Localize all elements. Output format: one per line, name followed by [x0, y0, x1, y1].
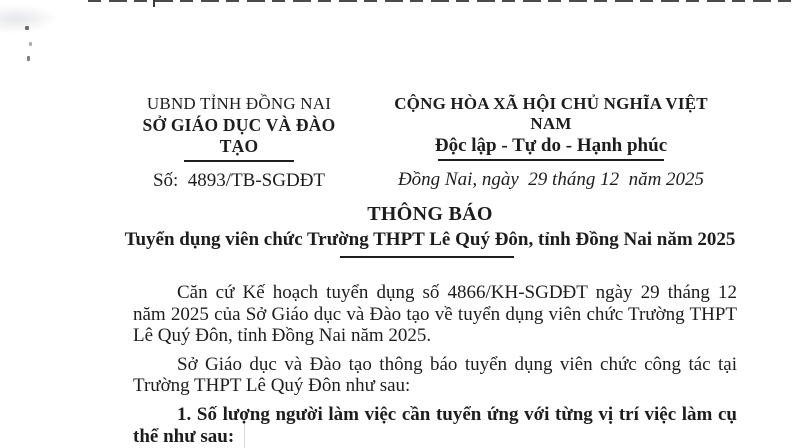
issuer-header — [128, 94, 350, 192]
scan-artifact-speck — [29, 42, 32, 46]
scan-artifact-top-edge — [88, 0, 798, 2]
issuer-org-name: SỞ GIÁO DỤC VÀ ĐÀO TẠO — [142, 115, 336, 156]
document-dateline: Đồng Nai, ngày 29 tháng 12 năm 2025 — [397, 169, 705, 190]
issuer-parent-org: UBND TỈNH ĐỒNG NAI — [146, 94, 332, 113]
paragraph-basis: Căn cứ Kế hoạch tuyển dụng số 4866/KH-SGDĐT ngày 29 tháng 12 năm 2025 của Sở Giáo dục và Đào tạo về tuyển dụng viên chức Trường THPT Lê Quý Đôn, tỉnh Đồng Nai năm 2025. — [133, 282, 737, 347]
national-header-country: CỘNG HÒA XÃ HỘI CHỦ NGHĨA VIỆT NAM — [394, 94, 708, 133]
national-header — [383, 94, 719, 191]
document-number: Số: 4893/TB-SGDĐT — [152, 170, 326, 191]
scan-artifact-smudge — [0, 4, 58, 34]
scan-artifact-speck — [27, 56, 30, 61]
document-subtitle: Tuyển dụng viên chức Trường THPT Lê Quý Đôn, tỉnh Đồng Nai năm 2025 — [124, 229, 736, 250]
paragraph-announcement: Sở Giáo dục và Đào tạo thông báo tuyển dụng viên chức công tác tại Trường THPT Lê Quý Đôn như sau: — [133, 353, 737, 397]
scan-artifact-tick — [153, 0, 155, 7]
issuer-underline — [184, 160, 294, 162]
document-title: THÔNG BÁO — [367, 203, 493, 225]
document-body — [133, 282, 737, 447]
paragraph-section-1-heading: 1. Số lượng người làm việc cần tuyển ứng với từng vị trí việc làm cụ thể như sau: — [133, 403, 737, 447]
national-header-motto: Độc lập - Tự do - Hạnh phúc — [434, 135, 668, 156]
motto-underline — [438, 159, 664, 161]
scan-artifact-speck — [25, 26, 29, 30]
subtitle-underline — [340, 256, 514, 258]
